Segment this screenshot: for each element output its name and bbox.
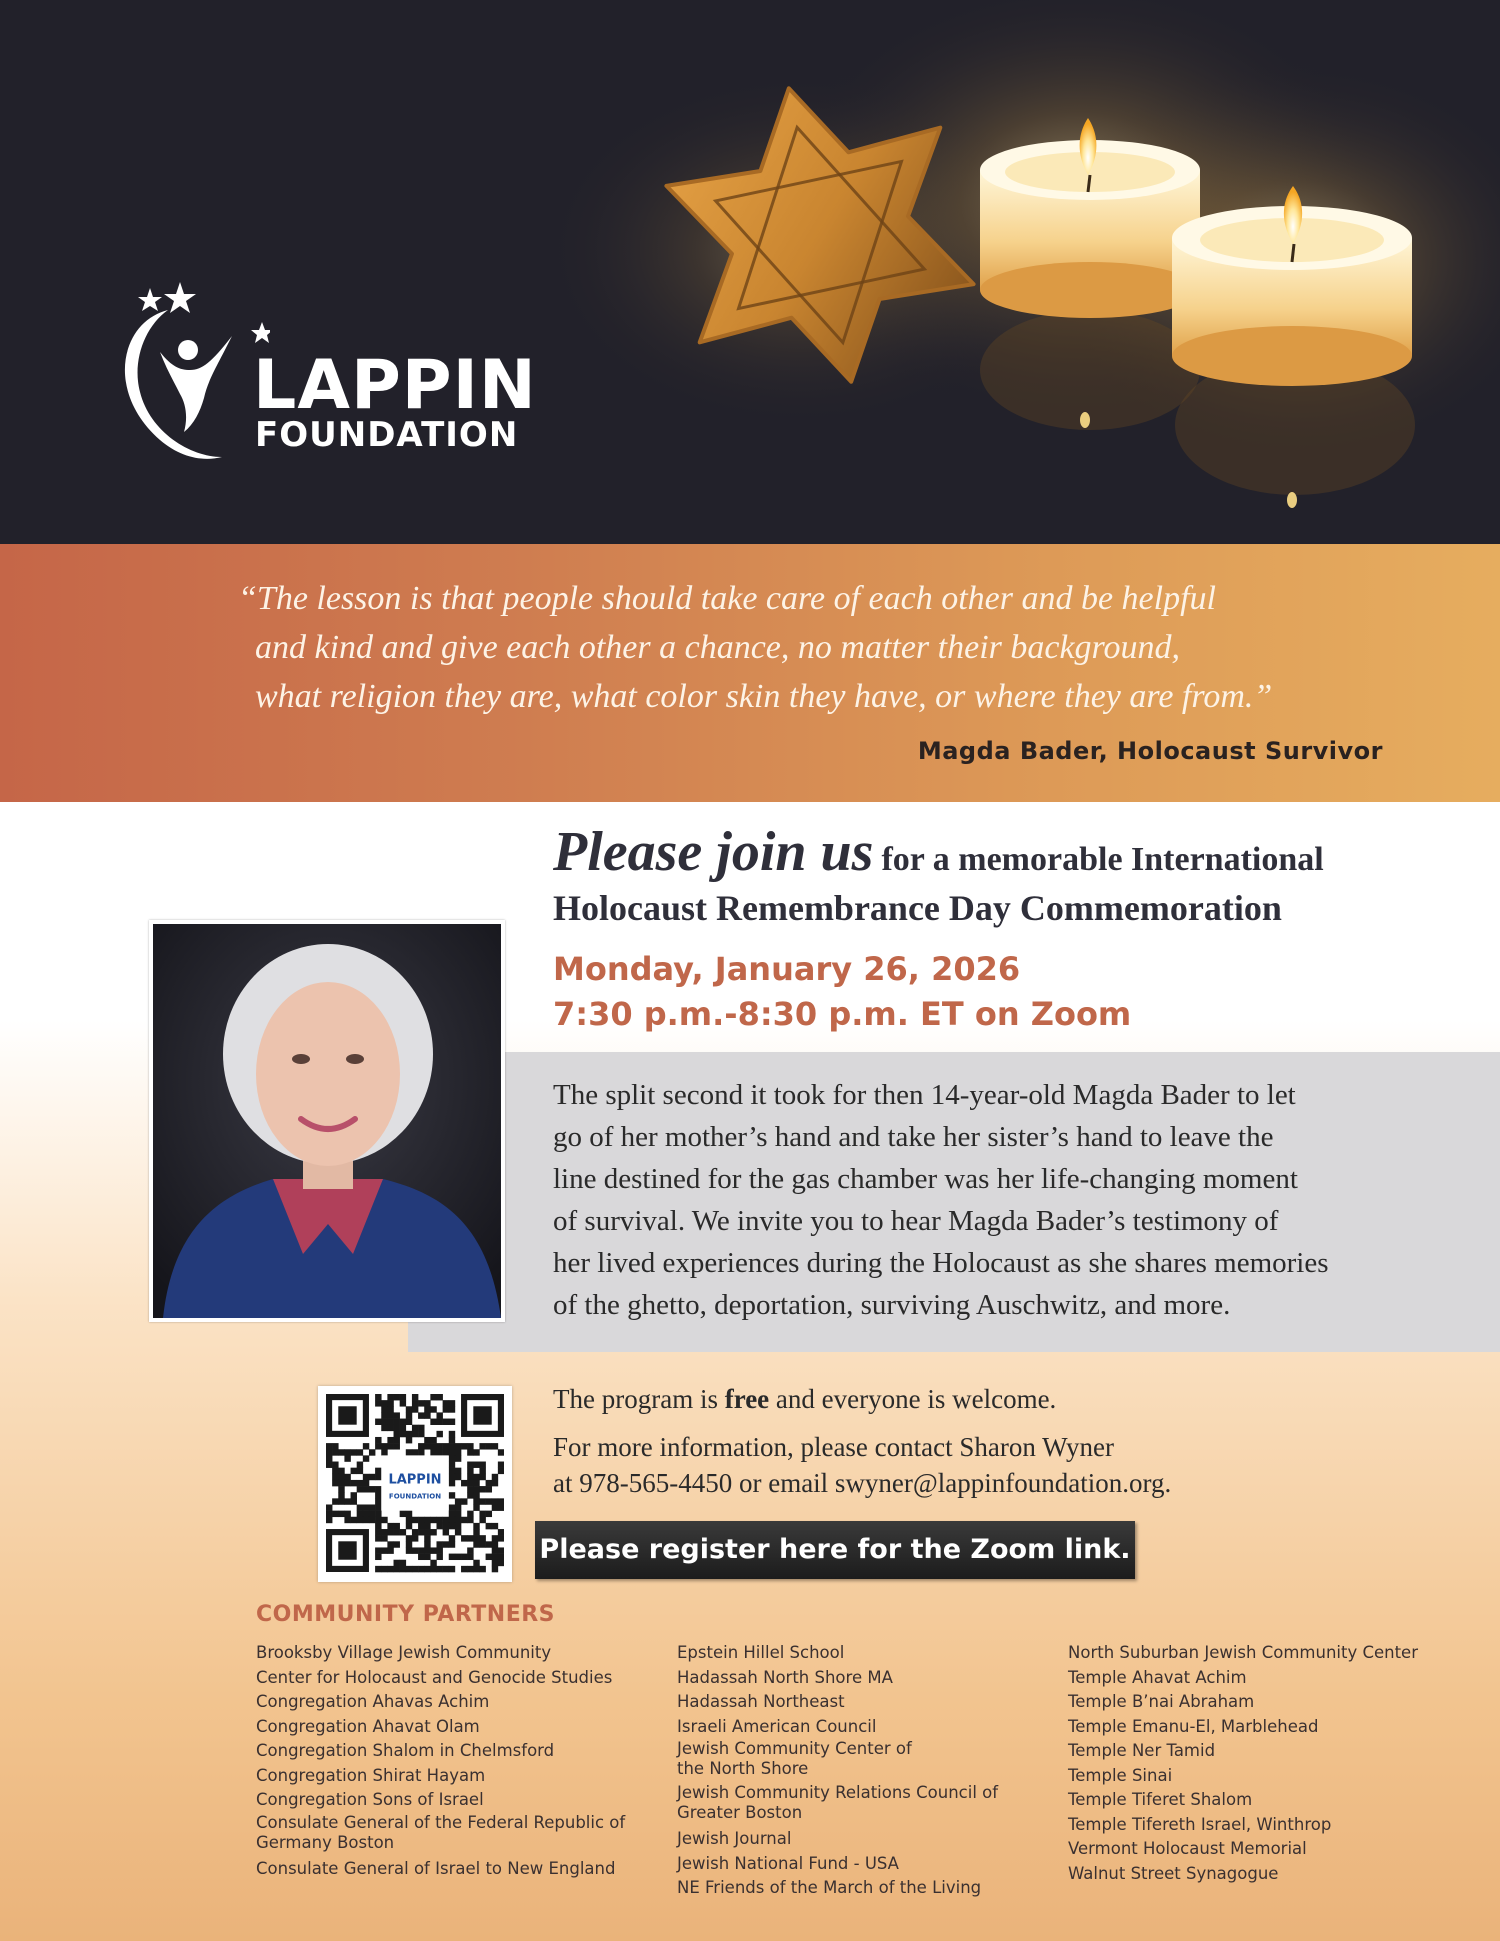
partner-item: Center for Holocaust and Genocide Studies (256, 1667, 613, 1687)
register-zoom-button[interactable]: Please register here for the Zoom link. (535, 1521, 1135, 1579)
partner-item: NE Friends of the March of the Living (677, 1878, 982, 1897)
quote-line: and kind and give each other a chance, no matter their background, (255, 629, 1181, 666)
quote-line: what religion they are, what color skin they have, or where they are from.” (255, 678, 1273, 715)
partner-item: Congregation Sons of Israel (256, 1790, 484, 1809)
partner-item: Vermont Holocaust Memorial (1068, 1839, 1307, 1858)
partners-title: COMMUNITY PARTNERS (256, 1602, 556, 1627)
qr-code-image (326, 1394, 504, 1574)
free-admission-line (553, 1384, 1453, 1415)
partner-item: Epstein Hillel School (677, 1643, 845, 1662)
partner-item: Temple Emanu-El, Marblehead (1068, 1716, 1319, 1736)
partner-item: Temple Tiferet Shalom (1068, 1790, 1253, 1809)
partner-item: Temple B’nai Abraham (1068, 1692, 1255, 1711)
partner-item: Congregation Shirat Hayam (256, 1765, 486, 1785)
contact-line-2[interactable]: at 978-565-4450 or email swyner@lappinfoundation.org. (553, 1468, 1172, 1498)
partner-item: North Suburban Jewish Community Center (1068, 1643, 1418, 1662)
partners-column-2 (677, 1641, 1007, 1901)
story-line: line destined for the gas chamber was her life-changing moment (553, 1163, 1298, 1195)
story-line: of survival. We invite you to hear Magda Bader’s testimony of (553, 1205, 1279, 1237)
story-line: go of her mother’s hand and take her sister’s hand to leave the (553, 1121, 1274, 1153)
invite-headline-rest: for a memorable International (881, 841, 1324, 878)
story-line: of the ghetto, deportation, surviving Auschwitz, and more. (553, 1289, 1231, 1321)
partner-item: Consulate General of Israel to New England (256, 1858, 616, 1878)
partner-item: Jewish Journal (677, 1829, 792, 1848)
partners-column-3 (1068, 1641, 1418, 1886)
logo-figure-with-stars-icon (110, 272, 270, 472)
invite-headline (553, 820, 1473, 884)
qr-logo-name: LAPPIN (388, 1472, 442, 1488)
story-text (553, 1074, 1433, 1326)
story-line: her lived experiences during the Holocaust as she shares memories (553, 1247, 1329, 1279)
partner-item: Brooksby Village Jewish Community (256, 1643, 552, 1662)
logo-subname: FOUNDATION (255, 415, 519, 455)
partner-item: Hadassah North Shore MA (677, 1667, 893, 1687)
partner-item: Congregation Shalom in Chelmsford (256, 1741, 555, 1760)
partner-item: Temple Ner Tamid (1068, 1741, 1216, 1760)
partner-item: Temple Tifereth Israel, Winthrop (1068, 1814, 1332, 1834)
free-line-bold: free (724, 1384, 770, 1414)
partners-column-1 (256, 1641, 626, 1881)
free-line-prefix: The program is (553, 1384, 725, 1414)
partner-item: Temple Ahavat Achim (1068, 1667, 1247, 1687)
partner-item: Consulate General of the Federal Republic of Germany Boston (256, 1812, 626, 1852)
partner-item: Jewish Community Relations Council of Greater Boston (677, 1783, 999, 1822)
registration-qr-code[interactable] (318, 1386, 512, 1582)
hero-banner (0, 0, 1500, 544)
contact-line-1: For more information, please contact Sharon Wyner (553, 1432, 1114, 1462)
qr-logo-subname: FOUNDATION (388, 1492, 442, 1501)
partner-item: Congregation Ahavas Achim (256, 1692, 490, 1711)
free-line-suffix: and everyone is welcome. (769, 1384, 1057, 1414)
quote-band (0, 544, 1500, 802)
magda-bader-portrait (149, 920, 505, 1322)
event-date: Monday, January 26, 2026 (553, 950, 1021, 988)
quote-line: “The lesson is that people should take care of each other and be helpful (238, 580, 1216, 617)
partner-item: Temple Sinai (1068, 1765, 1173, 1785)
lappin-foundation-logo (110, 272, 537, 472)
invite-headline-big: Please join us (553, 821, 874, 883)
partner-item: Walnut Street Synagogue (1068, 1863, 1279, 1883)
partner-item: Jewish National Fund - USA (677, 1853, 899, 1873)
partner-item: Hadassah Northeast (677, 1692, 845, 1711)
portrait-image (153, 924, 501, 1318)
event-time: 7:30 p.m.-8:30 p.m. ET on Zoom (553, 995, 1132, 1033)
invite-headline-line2: Holocaust Remembrance Day Commemoration (553, 888, 1282, 928)
partner-item: Congregation Ahavat Olam (256, 1716, 480, 1736)
story-line: The split second it took for then 14-year-old Magda Bader to let (553, 1079, 1296, 1111)
logo-name: LAPPIN (253, 346, 537, 425)
partner-item: Jewish Community Center of the North Shore (677, 1739, 912, 1778)
partner-item: Israeli American Council (677, 1716, 877, 1736)
quote-attribution: Magda Bader, Holocaust Survivor (917, 737, 1383, 765)
